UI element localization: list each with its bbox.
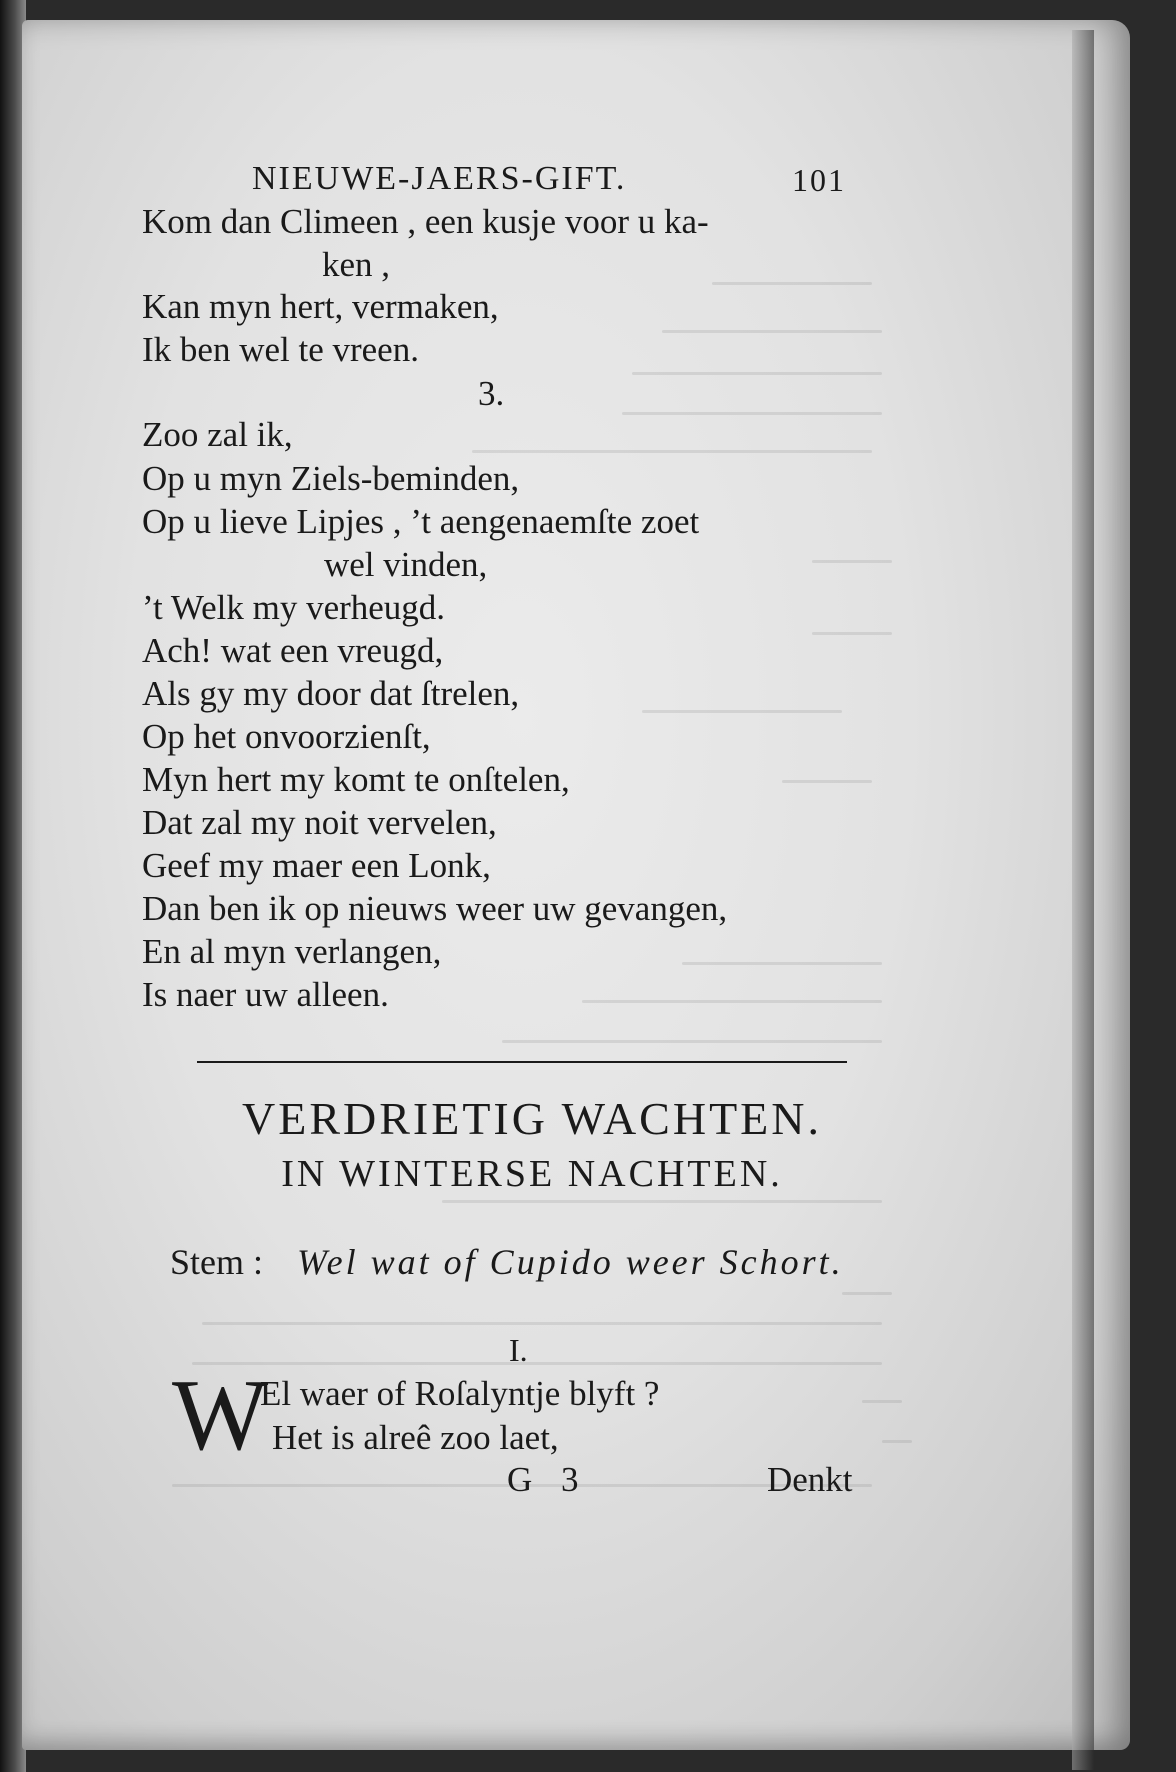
- verse-line: Geef my maer een Lonk,: [142, 846, 491, 885]
- signature-mark: G 3: [507, 1460, 589, 1499]
- verse-line: Als gy my door dat ſtrelen,: [142, 674, 520, 713]
- verse-line: Op u lieve Lipjes , ’t aengenaemſte zoet: [142, 502, 700, 541]
- tune-label: Stem :: [170, 1242, 264, 1282]
- verse-line: Myn hert my komt te onſtelen,: [142, 760, 570, 799]
- verse-line: Dat zal my noit vervelen,: [142, 803, 497, 842]
- running-head: NIEUWE-JAERS-GIFT.: [252, 160, 627, 197]
- verse-line: En al myn verlangen,: [142, 932, 442, 971]
- verse-line: Zoo zal ik,: [142, 415, 293, 454]
- verse-line: ken ,: [322, 245, 391, 284]
- tune-name: Wel wat of Cupido weer Schort.: [297, 1242, 844, 1282]
- verse-line: ’t Welk my verheugd.: [142, 588, 446, 627]
- page-edge-shadow: [1072, 30, 1094, 1770]
- paper-sheet: [22, 20, 1130, 1750]
- verse-line: Dan ben ik op nieuws weer uw gevangen,: [142, 889, 728, 928]
- verse-line: El waer of Roſalyntje blyft ?: [260, 1374, 660, 1413]
- verse-line: Kan myn hert, vermaken,: [142, 287, 499, 326]
- verse-line: Het is alreê zoo laet,: [272, 1418, 559, 1457]
- catchword: Denkt: [767, 1460, 853, 1499]
- verse-line: Is naer uw alleen.: [142, 975, 389, 1014]
- verse-line: Op het onvoorzienſt,: [142, 717, 431, 756]
- stanza-number: I.: [509, 1332, 528, 1368]
- verse-line: Ik ben wel te vreen.: [142, 330, 419, 369]
- verse-line: wel vinden,: [324, 545, 488, 584]
- drop-cap: W: [172, 1359, 269, 1472]
- stanza-number: 3.: [478, 374, 505, 413]
- page-number: 101: [792, 162, 846, 198]
- verse-line: Ach! wat een vreugd,: [142, 631, 444, 670]
- section-rule: [197, 1061, 847, 1063]
- verse-line: Kom dan Climeen , een kusje voor u ka-: [142, 202, 709, 241]
- song-title: VERDRIETIG WACHTEN.: [242, 1093, 822, 1144]
- verse-line: Op u myn Ziels-beminden,: [142, 459, 520, 498]
- song-subtitle: IN WINTERSE NACHTEN.: [281, 1153, 783, 1195]
